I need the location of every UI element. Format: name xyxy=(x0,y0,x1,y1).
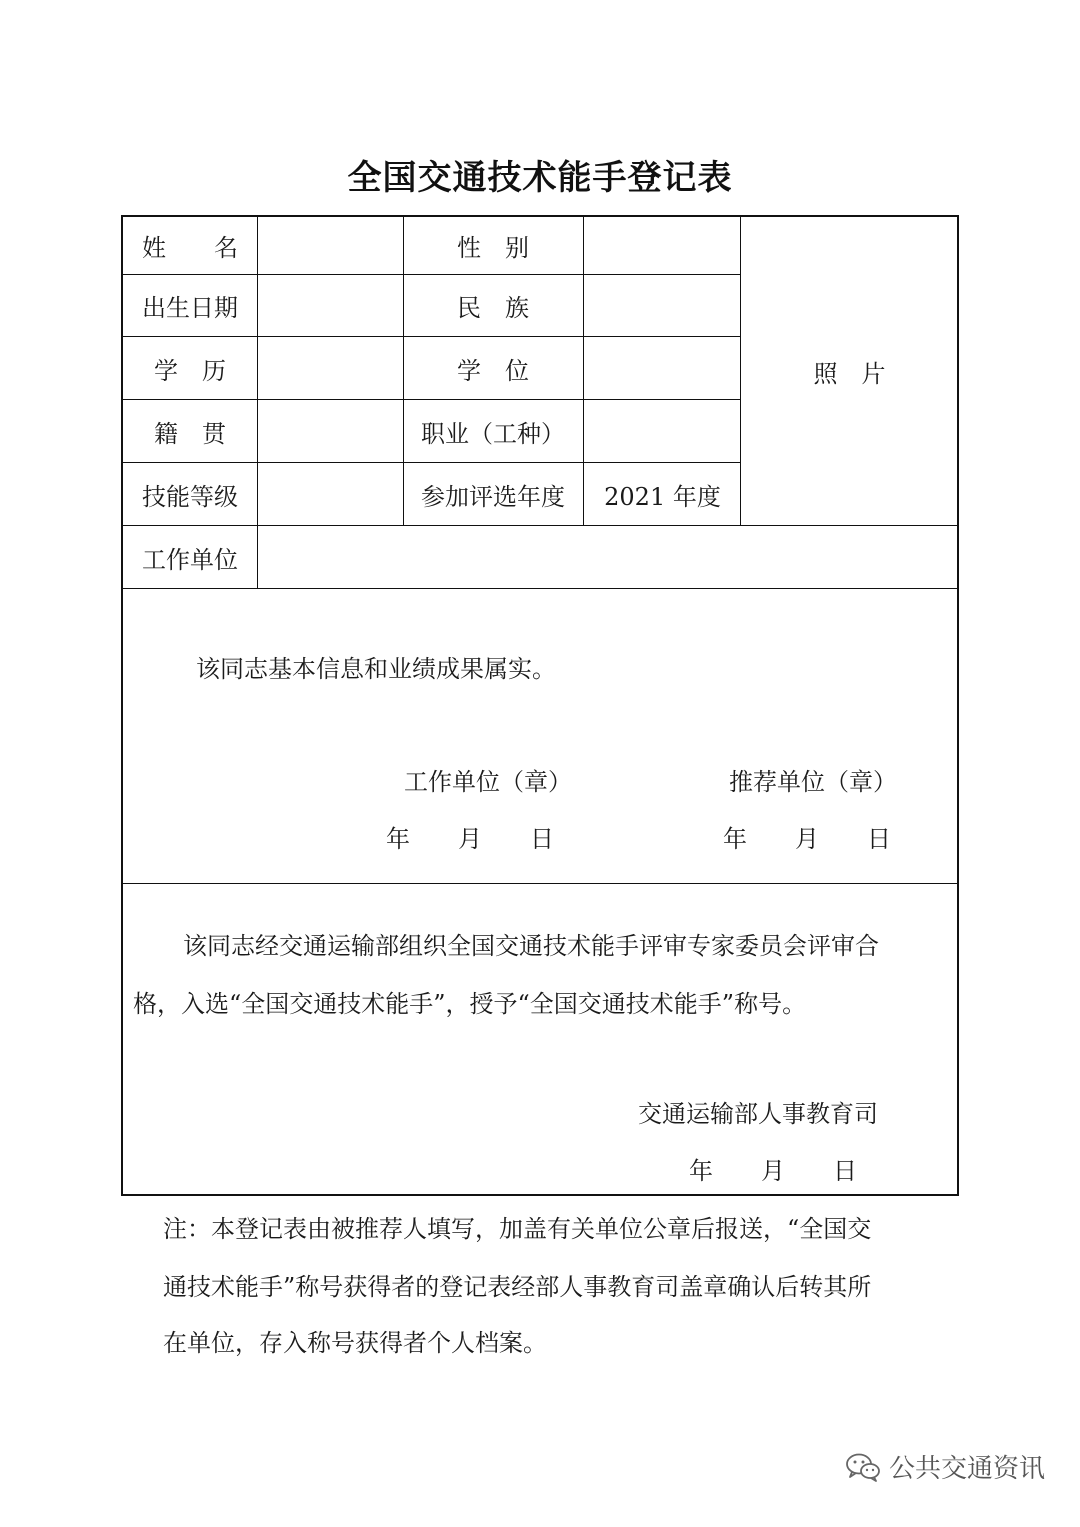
col-divider xyxy=(257,217,258,588)
note-line-2: 通技术能手”称号获得者的登记表经部人事教育司盖章确认后转其所 xyxy=(163,1273,872,1301)
label-skill-level: 技能等级 xyxy=(142,482,238,511)
verification-statement: 该同志基本信息和业绩成果属实。 xyxy=(196,655,556,683)
value-native-place[interactable] xyxy=(259,400,403,462)
value-selection-year[interactable]: 2021 年度 xyxy=(604,482,721,511)
date-right: 年 月 日 xyxy=(723,825,891,853)
label-selection-year: 参加评选年度 xyxy=(421,482,565,511)
wechat-icon xyxy=(845,1452,881,1482)
photo-placeholder[interactable]: 照 片 xyxy=(813,359,886,388)
label-degree: 学 位 xyxy=(457,356,529,385)
watermark-text: 公共交通资讯 xyxy=(889,1454,1046,1484)
note-line-3: 在单位，存入称号获得者个人档案。 xyxy=(163,1329,547,1357)
label-birth: 出生日期 xyxy=(142,294,238,322)
value-skill-level[interactable] xyxy=(259,463,403,525)
label-name: 姓 名 xyxy=(142,234,238,262)
label-native-place: 籍 贯 xyxy=(154,419,226,448)
label-education: 学 历 xyxy=(154,356,226,385)
label-occupation: 职业（工种） xyxy=(421,419,565,448)
value-birth[interactable] xyxy=(259,275,403,336)
value-ethnicity[interactable] xyxy=(585,275,740,336)
note-line-1: 注：本登记表由被推荐人填写，加盖有关单位公章后报送，“全国交 xyxy=(163,1215,872,1243)
value-work-unit[interactable] xyxy=(259,526,957,588)
value-education[interactable] xyxy=(259,337,403,399)
page-title: 全国交通技术能手登记表 xyxy=(347,158,733,198)
work-unit-seal-label: 工作单位（章） xyxy=(404,768,572,796)
label-gender: 性 别 xyxy=(457,234,529,262)
approval-line-1: 该同志经交通运输部组织全国交通技术能手评审专家委员会评审合 xyxy=(183,932,879,960)
col-divider xyxy=(740,217,741,525)
approval-line-2: 格，入选“全国交通技术能手”，授予“全国交通技术能手”称号。 xyxy=(133,990,807,1018)
recommend-unit-seal-label: 推荐单位（章） xyxy=(729,768,897,796)
date-left: 年 月 日 xyxy=(386,825,554,853)
watermark xyxy=(845,1448,1045,1485)
registration-form xyxy=(121,215,959,1196)
value-gender[interactable] xyxy=(585,217,740,274)
value-degree[interactable] xyxy=(585,337,740,399)
col-divider xyxy=(583,217,584,525)
section-divider xyxy=(123,883,957,884)
label-work-unit: 工作单位 xyxy=(142,545,238,574)
value-occupation[interactable] xyxy=(585,400,740,462)
row-divider xyxy=(123,588,957,589)
label-ethnicity: 民 族 xyxy=(457,294,529,322)
approval-date: 年 月 日 xyxy=(689,1157,857,1185)
value-name[interactable] xyxy=(259,217,403,274)
approval-authority: 交通运输部人事教育司 xyxy=(638,1100,878,1128)
